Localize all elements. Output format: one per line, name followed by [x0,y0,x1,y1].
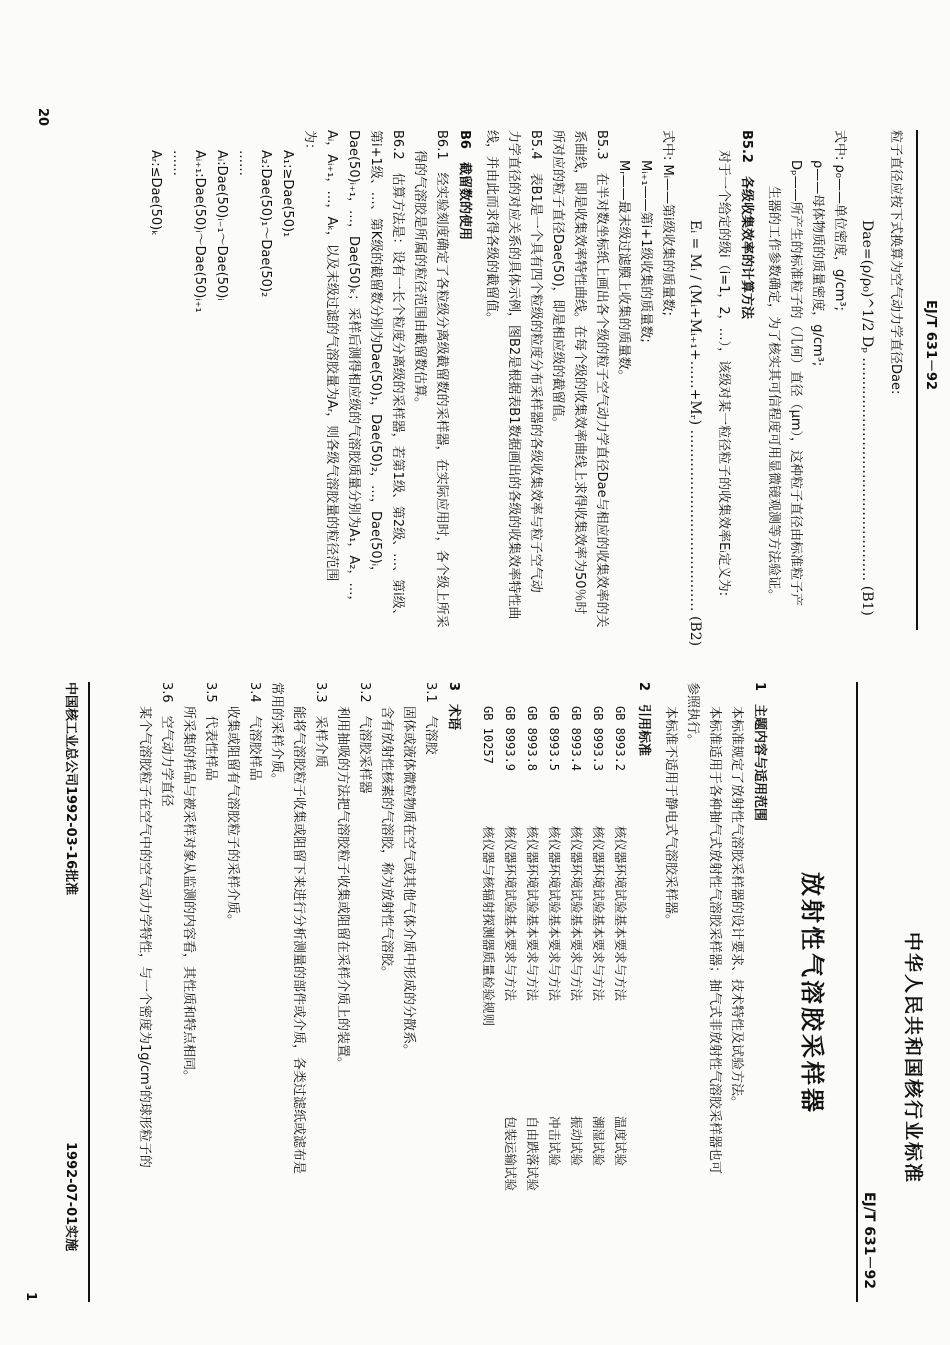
standard-test: 振动试验 [569,1116,584,1167]
std-code: EJ/T 631－92 [861,1192,877,1290]
reference-row [477,682,499,1191]
body-line: Mᵣ——最末级过滤膜上收集的质量数。 [616,160,631,383]
body-line: 3.1 气溶胶 [423,682,438,755]
header-rule [916,130,918,630]
standard-test: 自由跌落试验 [525,1116,540,1192]
body-line: 为： [302,130,317,157]
body-line: 参照执行。 [685,682,700,748]
body-line: 生器的工作参数确定，为了核实其可信程度可用显微镜观测等方法验证。 [766,186,781,603]
body-line: B5.4 表B1是一个具有四个粒级的粒度分布采样器的各级收集效率与粒子空气动 [528,130,543,593]
standard-title: 核仪器环境试验基本要求与方法 [525,826,540,1002]
org-title: 中华人民共和国核行业标准 [902,932,924,1185]
body-line: 3.3 采样介质 [313,682,328,768]
body-line: Dₚ——所产生的标准粒子的（几何）直径（μm），这种粒子直径由标准粒子产 [788,160,803,607]
body-line: 系曲线，即是收集效率特性曲线。在每个级的收集效率曲线上求得收集效率为50％时 [572,130,587,615]
section-heading: 2 引用标准 [636,682,651,757]
standard-test: 潮湿试验 [591,1116,606,1167]
left-page [0,0,950,672]
left-page-body [144,130,906,646]
body-line: 所采集的样品与被采样对象从监测的内容看，其性质和特点相同。 [181,706,196,1084]
body-line: 常用的采样介质。 [269,682,284,787]
body-line: Mᵢ₊₁——第i+1级收集的质量数; [638,160,653,343]
body-line: 力学直径的对应关系的具体示例，图B2是根据表B1数据画出的各级的收集效率特性曲 [506,130,521,620]
body-line: …… [170,150,185,176]
body-line: Aᵢ，Aᵢ₊₁，…，Aₖ，以及末级过滤的气溶胶量为Aᵣ，则各级气溶胶量的粒径范围 [324,130,339,582]
body-line: 某个气溶胶粒子在空气中的空气动力学特性，与一个密度为1g/cm³的球形粒子的 [137,706,152,1168]
body-line: Dae=(ρ/ρ₀)^1/2 Dₚ ………………………………………… (B1) [859,220,875,616]
body-line: Aᵢ:Dae(50)ᵢ₋₁～Dae(50)ᵢ [214,150,229,301]
standard-code: GB 8993.8 [525,706,539,772]
standard-title: 核仪器环境试验基本要求与方法 [613,826,628,1002]
standard-code: GB 8993.4 [569,706,583,772]
standard-code: GB 8993.3 [591,706,605,772]
section-heading: B5.2 各级收集效率的计算方法 [739,130,754,319]
left-page-header: EJ/T 631－92 [923,300,938,391]
effective-date: 1992-07-01实施 [63,1142,78,1252]
section-heading: 3 术语 [446,682,461,731]
standard-title: 核仪器环境试验基本要求与方法 [591,826,606,1002]
right-page [0,672,950,1345]
footer-rule [88,682,90,1302]
doc-title: 放射性气溶胶采样器 [798,872,826,1115]
reference-row [587,682,609,1191]
standard-code: GB 8993.5 [547,706,561,772]
standard-title: 核仪器环境试验基本要求与方法 [503,826,518,1002]
standard-test: 冲击试验 [547,1116,562,1167]
body-line: A₁:≥Dae(50)₁ [280,150,295,238]
body-line: 3.6 空气动力学直径 [159,682,174,807]
body-line: 粒子直径应按下式换算为空气动力学直径Dae: [888,130,903,395]
standard-title: 核仪器与核辐射探测器质量检验规则 [481,826,496,1027]
body-line: 本标准规定了放射性气溶胶采样器的设计要求、技术特性及试验方法。 [729,706,744,1110]
body-line: 对于一个给定的级i（i=1，2，…），该级对某一粒径粒子的收集效率Eᵢ定义为: [716,150,731,597]
body-line: B6.1 经实验刻度确定了各粒级分离级截留数的采样器，在实际应用时，各个级上所采 [434,130,449,628]
body-line: 本标准适用于各种抽气式放射性气溶胶采样器；抽气式非放射性气溶胶采样器也可 [707,706,722,1175]
body-line: ρ——母体物质的质量密度，g/cm³; [810,160,825,367]
standard-code: GB 8993.2 [613,706,627,772]
reference-row [565,682,587,1191]
body-line: 式中: ρ₀——单位密度，g/cm³; [832,130,847,312]
body-line: 线，并由此而求得各级的截留值。 [484,130,499,326]
body-line: 得的气溶胶是所属的粒径范围由截留数估算。 [412,150,427,411]
standard-code: GB 8993.9 [503,706,517,772]
body-line: …… [236,150,251,176]
body-line: 收集或阻留有气溶胶粒子的采样介质。 [225,706,240,928]
body-line: Aᵣ:≤Dae(50)ₖ [148,150,163,236]
body-line: Dae(50)ᵢ₊₁，…，Dae(50)ₖ；采样后测得相应级的气溶胶质量分别为A₁，A₂，…， [346,130,361,609]
right-page-body [133,682,775,1191]
standard-test: 包装运输试验 [503,1116,518,1192]
body-line: 含有放射性核素的气溶胶，称为放射性气溶胶。 [379,706,394,980]
body-line: Aᵢ₊₁:Dae(50)ᵢ～Dae(50)ᵢ₊₁ [192,150,207,313]
body-line: 能将气溶胶粒子收集或阻留下来进行分析测量的部件或介质，各类过滤纸或滤布是 [291,706,306,1175]
body-line: 固体或液体微粒物质在空气或其他气体介质中形成的分散系。 [401,706,416,1058]
section-heading: B6 截留数的使用 [457,130,472,240]
body-line: 利用抽吸的方法把气溶胶粒子收集或阻留在采样介质上的装置。 [335,706,350,1071]
section-heading: 1 主题内容与适用范围 [752,682,767,822]
body-line: 3.2 气溶胶采样器 [357,682,372,794]
body-line: 3.4 气溶胶样品 [247,682,262,781]
standard-code: GB 10257 [481,706,495,764]
standard-test: 温度试验 [613,1116,628,1167]
body-line: 所对应的粒子直径Dae(50)，即是相应级的截留值。 [550,130,565,430]
body-line: 3.5 代表性样品 [203,682,218,781]
reference-row [499,682,521,1191]
body-line: Eᵢ = Mᵢ / (Mᵢ+Mᵢ₊₁+……+Mᵣ) ………………………………… (B2) [687,220,703,647]
body-line: 式中: Mᵢ——第i级收集的质量数; [660,130,675,317]
body-line: 本标准不适用于静电式气溶胶采样器。 [663,706,678,928]
reference-row [521,682,543,1191]
body-line: B5.3 在半对数坐标纸上画出各个级的粒子空气动力学直径Dae与相应的收集效率的关 [594,130,609,628]
body-line: 第i+1级、…、第K级的截留数分别为Dae(50)₁，Dae(50)₂，…，Dae(50)ᵢ， [368,130,383,580]
right-page-number: 1 [23,1292,38,1302]
left-page-number: 20 [35,108,50,127]
reference-row [543,682,565,1191]
approval-note: 中国核工业总公司1992-03-16批准 [63,682,78,896]
reference-row [609,682,631,1191]
title-rule [856,682,858,1302]
body-line: A₂:Dae(50)₁～Dae(50)₂ [258,150,273,298]
body-line: B6.2 估算方法是：设有一长个粒度分离级的采样器，若第1级、第2级、…、第i级、 [390,130,405,622]
standard-title: 核仪器环境试验基本要求与方法 [569,826,584,1002]
standard-title: 核仪器环境试验基本要求与方法 [547,826,562,1002]
